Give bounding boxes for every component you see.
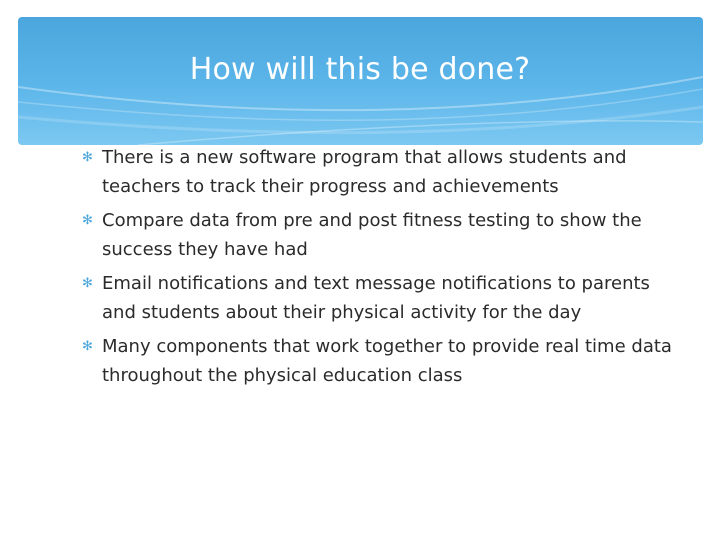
bullet-item bbox=[74, 270, 674, 327]
asterisk-bullet-icon: ✻ bbox=[82, 213, 93, 228]
bullet-list bbox=[74, 144, 674, 396]
slide-title: How will this be done? bbox=[189, 52, 531, 87]
bullet-text: Compare data from pre and post fitness testing to show the success they have had bbox=[102, 210, 642, 260]
bullet-item bbox=[74, 207, 674, 264]
asterisk-bullet-icon: ✻ bbox=[82, 150, 93, 165]
asterisk-bullet-icon: ✻ bbox=[82, 339, 93, 354]
bullet-text: Email notifications and text message notifications to parents and students about their physical activity for the day bbox=[102, 273, 650, 323]
asterisk-bullet-icon: ✻ bbox=[82, 276, 93, 291]
bullet-text: Many components that work together to provide real time data throughout the physical education class bbox=[102, 336, 672, 386]
bullet-item bbox=[74, 333, 674, 390]
bullet-item bbox=[74, 144, 674, 201]
bullet-text: There is a new software program that allows students and teachers to track their progress and achievements bbox=[102, 147, 627, 197]
